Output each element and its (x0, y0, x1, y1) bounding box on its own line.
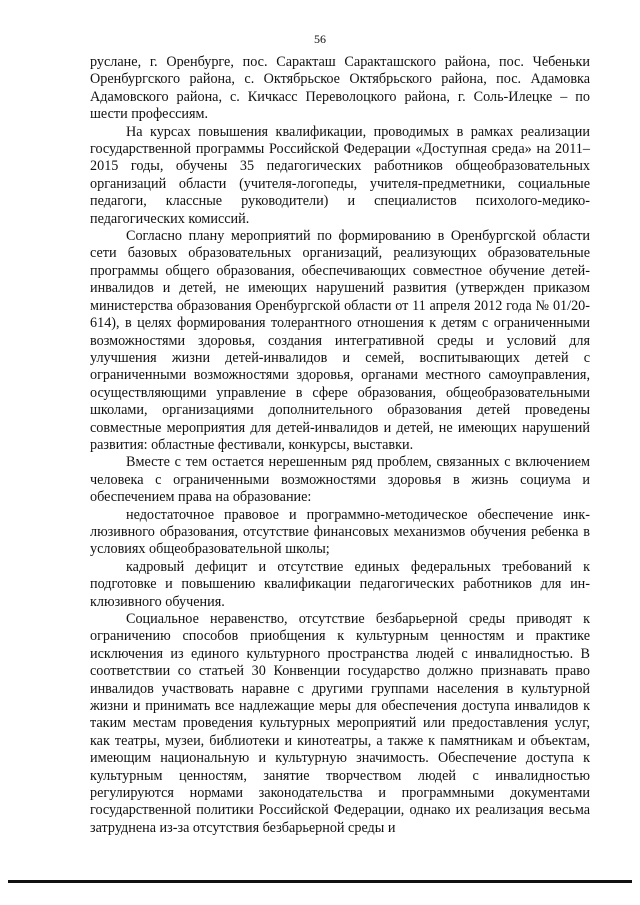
page-number: 56 (314, 32, 326, 46)
bottom-rule (8, 880, 632, 883)
paragraph-social-inequality: Социальное неравенство, отсутствие безбарьерной среды приводят к ограничению способов приобщения к культурным ценностям и практике исключения из единого культурного пространства людей с инвалидностью. В соответствии со статьей 30 Конвенции государство должно признавать право инвалидов участвовать наравне с другими группами населения в культурной жизни и принимать все надлежащие меры для обеспечения доступа инвалидов к таким местам проведения культурных мероприятий или предоставления услуг, как театры, музеи, библиотеки и кинотеатры, а также к памятникам и объектам, имеющим национальную и культурную значимость. Обеспечение доступа к культурным ценностям, занятие творчеством людей с инвалидностью регулируются нормами законодательства и программными документами государственной политики Российской Федерации, однако их реализация весьма затруднена из-за отсутствия безбарьерной среды и (90, 611, 590, 836)
paragraph-problems-intro: Вместе с тем остается нерешенным ряд проблем, связанных с включением человека с ограниченными возможностями здоровья в жизнь социума и обеспечением права на образование: (90, 454, 590, 506)
paragraph-continuation: руслане, г. Оренбурге, пос. Саракташ Саракташского района, пос. Чебеньки Оренбургского района, с. Октябрьское Октябрьского района, пос. Адамовка Адамовского района, с. Кичкасс Переволоцкого района, г. Соль-Илецке – по шести профессиям. (90, 54, 590, 123)
paragraph-problem-staffing: кадровый дефицит и отсутствие единых федеральных требований к подготовке и повышению квалификации педагогических работников для инклюзивного обучения. (90, 558, 590, 610)
paragraph-training-courses: На курсах повышения квалификации, проводимых в рамках реализации государственной программы Российской Федерации «Доступная среда» на 2011–2015 годы, обучены 35 педагогических работников общеобразовательных организаций области (учителя-логопеды, учителя-предметники, социальные педагоги, классные руководители) и специалистов психолого-медико-педагогических комиссий. (90, 123, 590, 227)
body-text (90, 54, 590, 837)
paragraph-base-organizations: Согласно плану мероприятий по формированию в Оренбургской области сети базовых образовательных организаций, реализующих образовательные программы общего образования, обеспечивающих совместное обучение детей-инвалидов и детей, не имеющих нарушений развития (утвержден приказом министерства образования Оренбургской области от 11 апреля 2012 года № 01/20-614), в целях формирования толерантного отношения к детям с ограниченными возможностями здоровья, создания интегративной среды и условий для улучшения жизни детей-инвалидов и семей, воспитывающих детей с ограниченными возможностями здоровья, органами местного самоуправления, осуществляющими управление в сфере образования, общеобразовательными школами, организациями дополнительного образования детей проведены совместные мероприятия для детей-инвалидов и детей, не имеющих нарушений развития: областные фестивали, конкурсы, выставки. (90, 228, 590, 453)
paragraph-problem-legal: недостаточное правовое и программно-методическое обеспечение инклюзивного образования, отсутствие финансовых механизмов обучения ребенка в условиях общеобразовательной школы; (90, 506, 590, 558)
